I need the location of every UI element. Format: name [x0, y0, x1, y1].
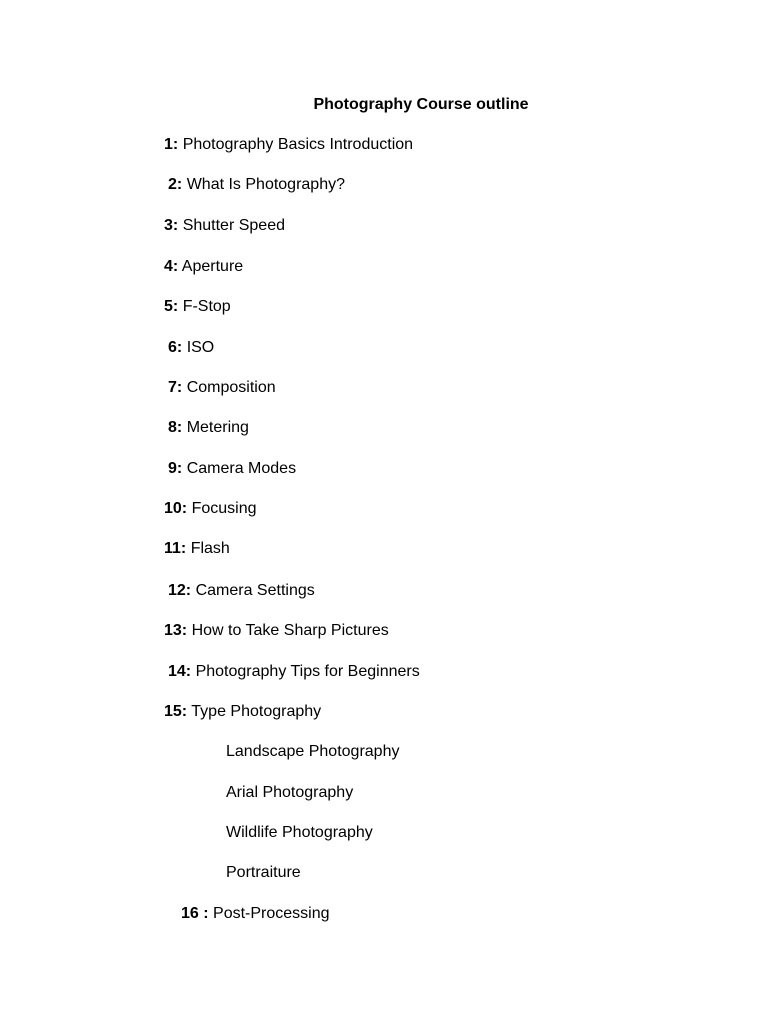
outline-item-text: Post-Processing [213, 905, 330, 922]
outline-item [168, 580, 315, 602]
outline-item-number: 1: [164, 136, 179, 153]
outline-item-text: Camera Modes [186, 460, 297, 477]
outline-item [164, 134, 413, 156]
outline-item-number: 7: [168, 379, 183, 396]
outline-item-number: 12: [168, 582, 192, 599]
outline-item-text: Focusing [191, 500, 257, 517]
outline-item-text: F-Stop [182, 298, 231, 315]
outline-item-number: 8: [168, 419, 183, 436]
outline-item-text: Flash [190, 540, 230, 557]
outline-item-text: Aperture [181, 258, 244, 275]
outline-item-text: How to Take Sharp Pictures [191, 622, 389, 639]
outline-item [181, 903, 330, 925]
outline-item [168, 377, 276, 399]
outline-item [164, 701, 321, 723]
outline-item [164, 256, 243, 278]
outline-item [164, 620, 389, 642]
outline-item-number: 13: [164, 622, 188, 639]
outline-item-number: 16 : [181, 905, 209, 922]
outline-item [164, 498, 257, 520]
outline-item-text: Composition [186, 379, 276, 396]
outline-item-number: 5: [164, 298, 179, 315]
outline-item-text: Camera Settings [195, 582, 315, 599]
outline-item-text: Photography Basics Introduction [182, 136, 414, 153]
outline-item-text: What Is Photography? [186, 176, 345, 193]
outline-item [168, 661, 420, 683]
outline-item-text: Metering [186, 419, 249, 436]
outline-sub-item: Portraiture [226, 864, 301, 881]
outline-item-number: 14: [168, 663, 192, 680]
outline-item-text: Photography Tips for Beginners [195, 663, 420, 680]
outline-item-text: Type Photography [191, 703, 322, 720]
outline-item-number: 2: [168, 176, 183, 193]
outline-item-number: 6: [168, 339, 183, 356]
outline-item-number: 4: [164, 258, 179, 275]
outline-item [168, 337, 214, 359]
outline-item-text: ISO [186, 339, 215, 356]
outline-item-number: 9: [168, 460, 183, 477]
outline-item-number: 10: [164, 500, 188, 517]
outline-sub-item: Landscape Photography [226, 743, 400, 760]
outline-item [168, 174, 345, 196]
outline-item [168, 458, 296, 480]
outline-item-number: 15: [164, 703, 188, 720]
document-title: Photography Course outline [313, 96, 529, 113]
outline-sub-item: Wildlife Photography [226, 824, 373, 841]
outline-item-text: Shutter Speed [182, 217, 285, 234]
outline-sub-item: Arial Photography [226, 784, 354, 801]
outline-item-number: 3: [164, 217, 179, 234]
outline-item [164, 296, 231, 318]
outline-item-number: 11: [164, 540, 187, 557]
outline-item [164, 538, 230, 560]
outline-item [168, 417, 249, 439]
outline-item [164, 215, 285, 237]
